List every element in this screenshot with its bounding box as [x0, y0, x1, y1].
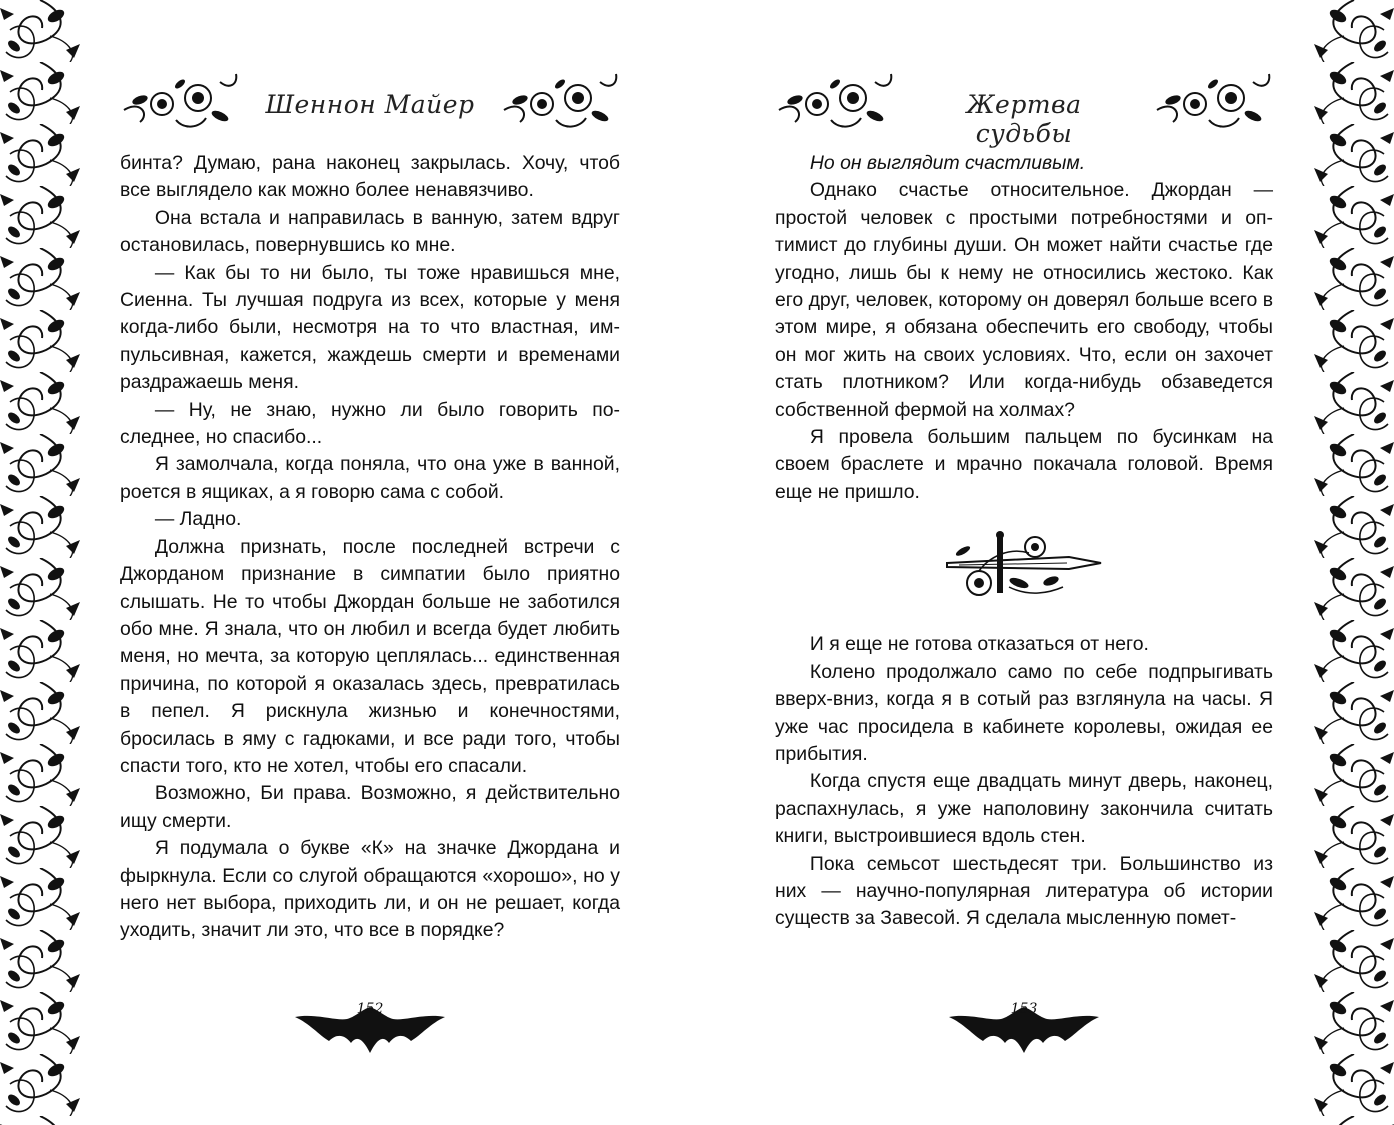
running-header-right — [775, 68, 1273, 148]
rose-cluster-icon — [500, 70, 620, 136]
floral-vine-border-left-icon — [0, 0, 80, 1125]
paragraph: Колено продолжало само по себе подпрыгивать вверх-вниз, когда я в сотый раз взглянула на часы. Я уже час просидела в кабинете королевы, ожидая ее прибытия. — [775, 660, 1273, 765]
paragraph: Должна признать, после последней встречи с Джорданом признание в симпатии было приятно слышать. Не то чтобы Джордан больше не заботился обо мне. Я знала, что он любил и всегда будет любить меня, но мечта, за которую цеплялась... единственная причина, по которой я оказалась здесь, превратилась в пепел. Я рискнула жизнью и конечностями, бросилась в яму с гадюками, и все ради того, чтобы спасти того, кто не хотел, чтобы его спасали. — [120, 535, 620, 777]
rose-cluster-icon — [775, 70, 895, 136]
paragraph: бинта? Думаю, рана наконец закрылась. Хочу, чтоб все выглядело как можно более ненавязчиво. — [120, 152, 620, 202]
rose-cluster-icon — [120, 70, 240, 136]
floral-border-svg — [1314, 0, 1394, 1125]
page-number: 152 — [356, 1001, 384, 1017]
running-header-left — [120, 68, 620, 138]
paragraph: Я замолчала, когда поняла, что она уже в ванной, роется в ящиках, а я говорю сама с собой. — [120, 453, 620, 503]
scene-break — [775, 524, 1273, 609]
paragraph: Она встала и направилась в ванную, затем вдруг остановилась, повернувшись ко мне. — [120, 206, 620, 257]
paragraph: Я провела большим пальцем по бусинкам на своем браслете и мрачно покачала головой. Время еще не пришло. — [775, 426, 1273, 503]
left-page — [120, 0, 620, 1125]
page-number: 153 — [1010, 1001, 1038, 1017]
body-text-left — [120, 150, 620, 945]
floral-border-svg — [0, 0, 80, 1125]
paragraph: Пока семьсот шестьдесят три. Большинство из них — научно-популярная литература об истории существ за Завесой. Я сделала мысленную помет- — [775, 852, 1273, 930]
header-book-title: Жертва судьбы — [966, 90, 1082, 148]
body-text-right — [775, 150, 1273, 933]
right-page — [775, 0, 1273, 1125]
paragraph: И я еще не готова отказаться от него. — [809, 633, 1149, 656]
header-author: Шеннон Майер — [265, 90, 475, 119]
paragraph: Но он выглядит счастливым. — [809, 152, 1086, 174]
paragraph: — Ну, не знаю, нужно ли было говорить последнее, но спасибо... — [120, 398, 620, 449]
rose-cluster-icon — [1153, 70, 1273, 136]
page-footer-left — [120, 995, 620, 1065]
paragraph: Возможно, Би права. Возможно, я действительно ищу смерти. — [120, 782, 620, 832]
paragraph: — Как бы то ни было, ты тоже нравишься мне, Сиенна. Ты лучшая подруга из всех, которые у меня когда-либо были, несмотря на то что властная, импульсивная, кажется, жаждешь смерти и временами раздражаешь меня. — [120, 261, 620, 394]
page-footer-right — [775, 995, 1273, 1065]
sword-and-roses-icon — [939, 527, 1109, 607]
paragraph: Когда спустя еще двадцать минут дверь, наконец, распахнулась, я уже наполовину закончила считать книги, выстроившиеся вдоль стен. — [775, 770, 1273, 848]
paragraph: Я подумала о букве «К» на значке Джордана и фыркнула. Если со слугой обращаются «хорошо», но у него нет выбора, приходить ли, и он не решает, когда уходить, значит ли это, что все в порядке? — [120, 837, 620, 942]
floral-vine-border-right-icon — [1314, 0, 1394, 1125]
paragraph: Однако счастье относительное. Джордан — простой человек с простыми потребностями и оптимист до глубины души. Он может найти счастье где угодно, лишь бы к нему не относились жестоко. Как его друг, человек, которому он доверял больше всего в этом мире, я обязана обеспечить его свободу, чтобы он мог жить на своих условиях. Что, если он захочет стать плотником? Или когда-нибудь обзаведется собственной фермой на холмах? — [775, 179, 1273, 421]
paragraph: — Ладно. — [154, 508, 242, 531]
